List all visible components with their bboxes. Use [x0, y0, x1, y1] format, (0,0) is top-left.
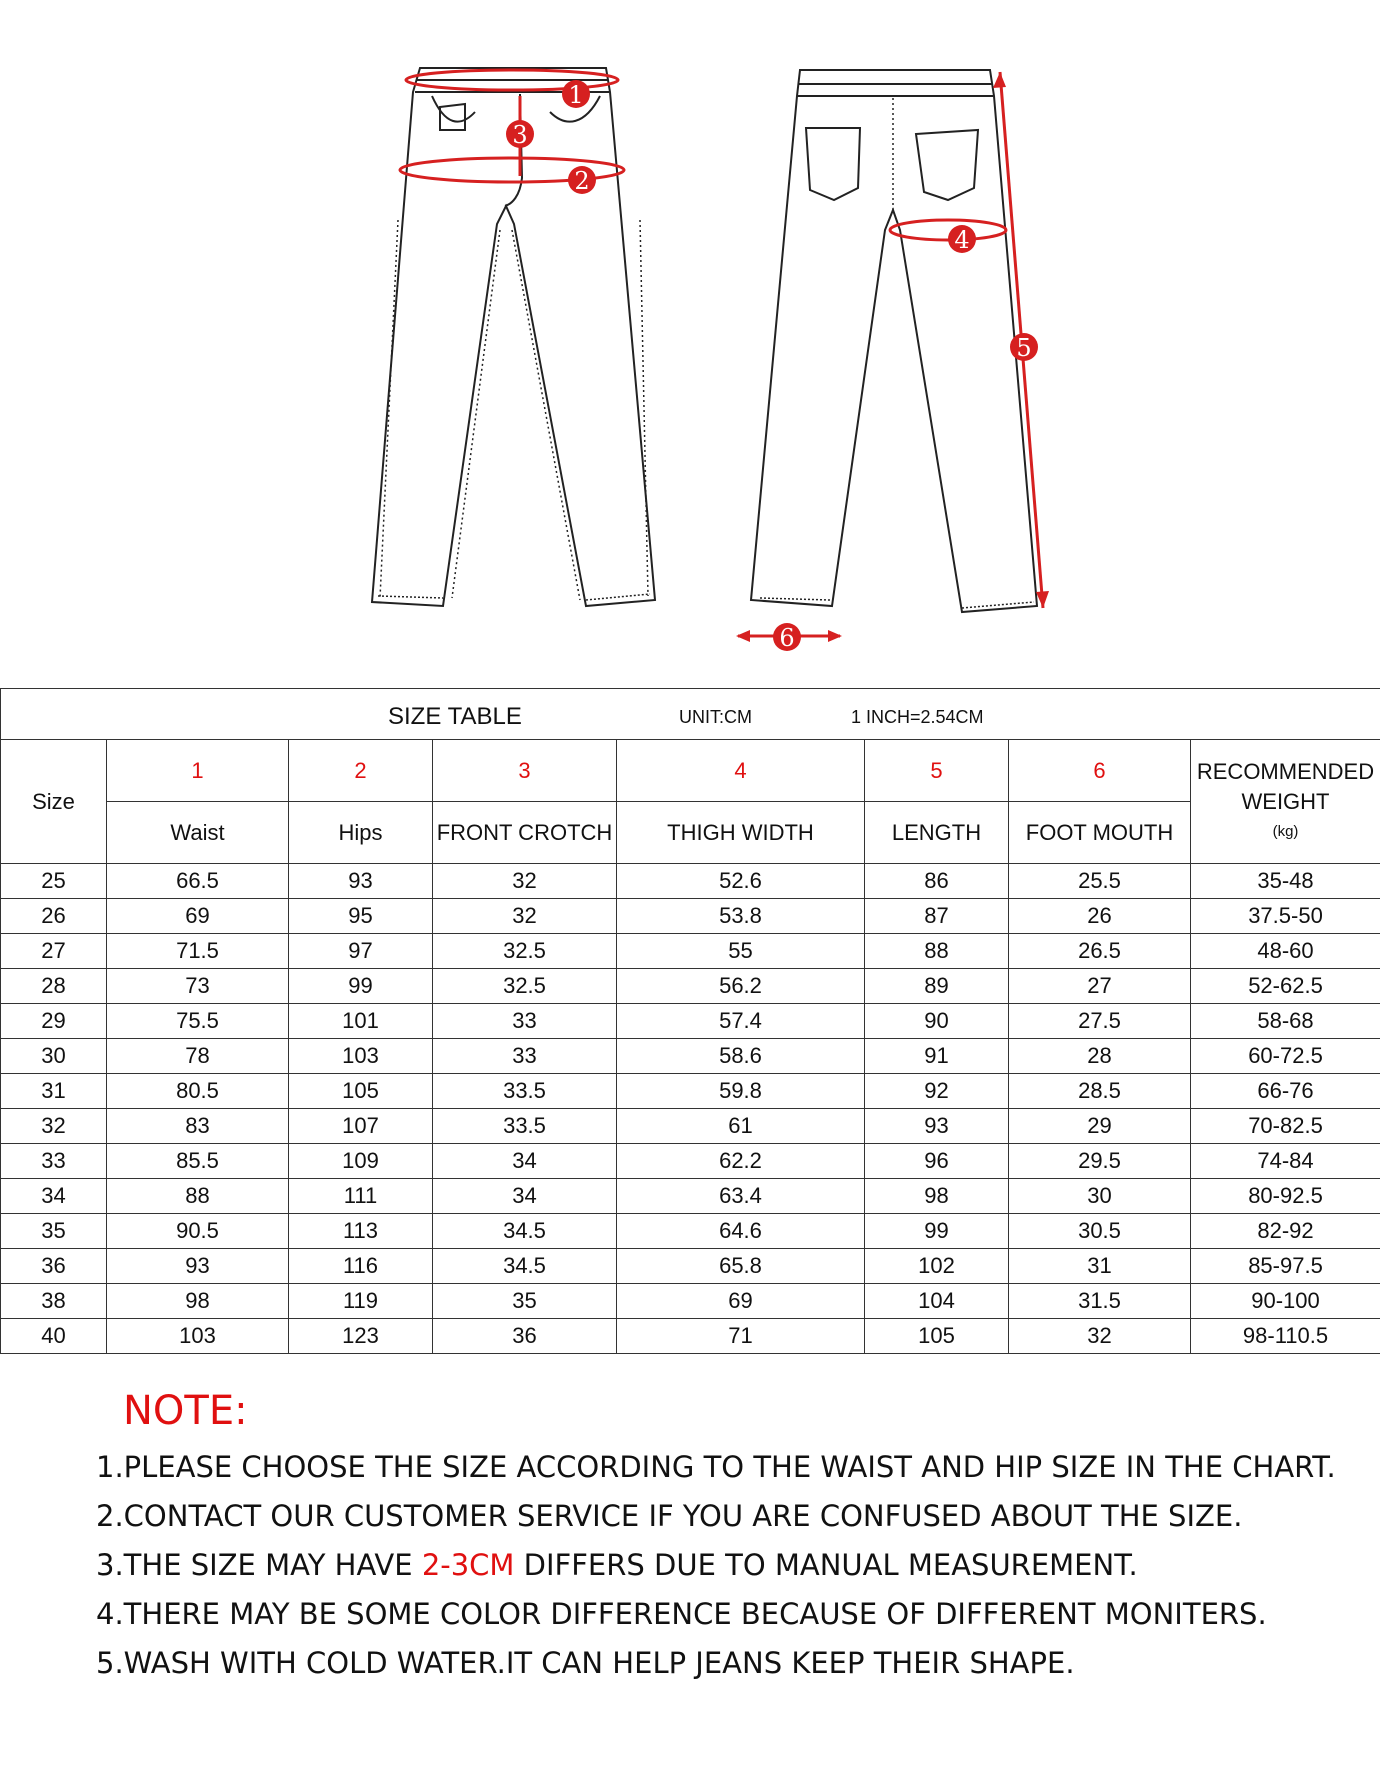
length-cell: 99 — [865, 1214, 1009, 1249]
hips-cell: 93 — [289, 864, 433, 899]
thigh-width-cell: 57.4 — [617, 1004, 865, 1039]
table-caption-row — [1, 689, 1380, 740]
hips-cell: 99 — [289, 969, 433, 1004]
front-crotch-cell: 32 — [433, 864, 617, 899]
front-crotch-cell: 34 — [433, 1179, 617, 1214]
foot-mouth-cell: 32 — [1009, 1319, 1191, 1354]
foot-mouth-cell: 31.5 — [1009, 1284, 1191, 1319]
front-crotch-cell: 32 — [433, 899, 617, 934]
waist-cell: 85.5 — [107, 1144, 289, 1179]
foot-mouth-name-header: FOOT MOUTH — [1009, 802, 1191, 864]
length-cell: 104 — [865, 1284, 1009, 1319]
inch-conversion-label: 1 INCH=2.54CM — [851, 707, 984, 727]
hips-cell: 109 — [289, 1144, 433, 1179]
length-cell: 87 — [865, 899, 1009, 934]
recommended-weight-cell: 60-72.5 — [1191, 1039, 1380, 1074]
table-row — [1, 1144, 1380, 1179]
hips-cell: 107 — [289, 1109, 433, 1144]
length-cell: 93 — [865, 1109, 1009, 1144]
front-crotch-number-header: 3 — [433, 740, 617, 802]
hips-cell: 105 — [289, 1074, 433, 1109]
note-line-1: 1.PLEASE CHOOSE THE SIZE ACCORDING TO THE WAIST AND HIP SIZE IN THE CHART. — [96, 1450, 1336, 1484]
hips-name-header: Hips — [289, 802, 433, 864]
foot-mouth-number-header: 6 — [1009, 740, 1191, 802]
front-crotch-cell: 32.5 — [433, 934, 617, 969]
front-crotch-cell: 33.5 — [433, 1109, 617, 1144]
note-line-3-highlight: 2-3CM — [421, 1548, 515, 1582]
hips-number-header: 2 — [289, 740, 433, 802]
note-line-3 — [96, 1548, 1138, 1582]
length-cell: 91 — [865, 1039, 1009, 1074]
hips-cell: 119 — [289, 1284, 433, 1319]
recommended-weight-cell: 80-92.5 — [1191, 1179, 1380, 1214]
waist-name-header: Waist — [107, 802, 289, 864]
recommended-weight-cell: 85-97.5 — [1191, 1249, 1380, 1284]
size-cell: 29 — [1, 1004, 107, 1039]
recommended-weight-cell: 35-48 — [1191, 864, 1380, 899]
thigh-width-cell: 69 — [617, 1284, 865, 1319]
marker-4-label: 4 — [954, 226, 970, 254]
foot-mouth-cell: 28.5 — [1009, 1074, 1191, 1109]
thigh-width-cell: 53.8 — [617, 899, 865, 934]
hips-cell: 103 — [289, 1039, 433, 1074]
marker-5-label: 5 — [1016, 334, 1032, 362]
table-row — [1, 1039, 1380, 1074]
thigh-width-cell: 63.4 — [617, 1179, 865, 1214]
thigh-width-cell: 62.2 — [617, 1144, 865, 1179]
front-crotch-cell: 34 — [433, 1144, 617, 1179]
hips-cell: 113 — [289, 1214, 433, 1249]
recommended-weight-cell: 98-110.5 — [1191, 1319, 1380, 1354]
waist-cell: 73 — [107, 969, 289, 1004]
size-cell: 27 — [1, 934, 107, 969]
hips-cell: 111 — [289, 1179, 433, 1214]
table-row — [1, 1109, 1380, 1144]
size-table — [0, 688, 1380, 1354]
length-cell: 98 — [865, 1179, 1009, 1214]
foot-mouth-cell: 30.5 — [1009, 1214, 1191, 1249]
size-cell: 38 — [1, 1284, 107, 1319]
table-caption — [1, 689, 1380, 740]
length-cell: 102 — [865, 1249, 1009, 1284]
table-row — [1, 1179, 1380, 1214]
waist-number-header: 1 — [107, 740, 289, 802]
hips-cell: 116 — [289, 1249, 433, 1284]
pants-measurement-diagram — [0, 0, 1380, 680]
table-row — [1, 864, 1380, 899]
length-name-header: LENGTH — [865, 802, 1009, 864]
thigh-width-cell: 64.6 — [617, 1214, 865, 1249]
size-cell: 31 — [1, 1074, 107, 1109]
size-cell: 33 — [1, 1144, 107, 1179]
front-crotch-cell: 33.5 — [433, 1074, 617, 1109]
recommended-weight-title: RECOMMENDED WEIGHT — [1196, 758, 1375, 814]
recommended-weight-cell: 82-92 — [1191, 1214, 1380, 1249]
table-row — [1, 1249, 1380, 1284]
table-row — [1, 1074, 1380, 1109]
recommended-weight-cell: 52-62.5 — [1191, 969, 1380, 1004]
table-row — [1, 1004, 1380, 1039]
foot-mouth-cell: 27.5 — [1009, 1004, 1191, 1039]
waist-cell: 93 — [107, 1249, 289, 1284]
size-cell: 26 — [1, 899, 107, 934]
marker-2-label: 2 — [574, 167, 590, 195]
size-rows — [1, 864, 1380, 1354]
front-crotch-cell: 33 — [433, 1039, 617, 1074]
table-row — [1, 899, 1380, 934]
marker-6-label: 6 — [779, 624, 795, 652]
recommended-weight-cell: 70-82.5 — [1191, 1109, 1380, 1144]
foot-mouth-cell: 26 — [1009, 899, 1191, 934]
foot-mouth-cell: 29.5 — [1009, 1144, 1191, 1179]
recommended-weight-cell: 48-60 — [1191, 934, 1380, 969]
waist-cell: 88 — [107, 1179, 289, 1214]
length-cell: 89 — [865, 969, 1009, 1004]
size-cell: 35 — [1, 1214, 107, 1249]
waist-cell: 75.5 — [107, 1004, 289, 1039]
thigh-width-cell: 65.8 — [617, 1249, 865, 1284]
thigh-width-name-header: THIGH WIDTH — [617, 802, 865, 864]
marker-1-label: 1 — [568, 81, 584, 109]
thigh-width-cell: 58.6 — [617, 1039, 865, 1074]
hips-cell: 101 — [289, 1004, 433, 1039]
foot-mouth-cell: 26.5 — [1009, 934, 1191, 969]
front-crotch-cell: 36 — [433, 1319, 617, 1354]
thigh-width-cell: 61 — [617, 1109, 865, 1144]
table-title: SIZE TABLE — [388, 703, 522, 730]
size-cell: 25 — [1, 864, 107, 899]
front-crotch-name-header: FRONT CROTCH — [433, 802, 617, 864]
size-cell: 28 — [1, 969, 107, 1004]
front-crotch-cell: 34.5 — [433, 1214, 617, 1249]
marker-3-label: 3 — [512, 121, 528, 149]
length-cell: 86 — [865, 864, 1009, 899]
recommended-weight-cell: 90-100 — [1191, 1284, 1380, 1319]
foot-mouth-cell: 27 — [1009, 969, 1191, 1004]
waist-cell: 98 — [107, 1284, 289, 1319]
recommended-weight-unit: (kg) — [1272, 822, 1299, 840]
length-number-header: 5 — [865, 740, 1009, 802]
table-row — [1, 1284, 1380, 1319]
thigh-width-cell: 52.6 — [617, 864, 865, 899]
note-line-5: 5.WASH WITH COLD WATER.IT CAN HELP JEANS KEEP THEIR SHAPE. — [96, 1646, 1075, 1680]
table-row — [1, 1319, 1380, 1354]
hips-cell: 95 — [289, 899, 433, 934]
table-row — [1, 934, 1380, 969]
size-cell: 34 — [1, 1179, 107, 1214]
recommended-weight-cell: 58-68 — [1191, 1004, 1380, 1039]
waist-cell: 103 — [107, 1319, 289, 1354]
marker-6 — [773, 623, 801, 652]
foot-mouth-cell: 28 — [1009, 1039, 1191, 1074]
recommended-weight-header — [1191, 740, 1380, 864]
size-cell: 36 — [1, 1249, 107, 1284]
waist-cell: 69 — [107, 899, 289, 934]
thigh-width-cell: 59.8 — [617, 1074, 865, 1109]
front-crotch-cell: 34.5 — [433, 1249, 617, 1284]
note-line-2: 2.CONTACT OUR CUSTOMER SERVICE IF YOU ARE CONFUSED ABOUT THE SIZE. — [96, 1499, 1243, 1533]
foot-mouth-cell: 25.5 — [1009, 864, 1191, 899]
note-title: NOTE: — [123, 1388, 248, 1434]
foot-mouth-cell: 31 — [1009, 1249, 1191, 1284]
waist-cell: 90.5 — [107, 1214, 289, 1249]
column-name-row — [1, 802, 1380, 864]
thigh-width-cell: 56.2 — [617, 969, 865, 1004]
note-line-3-start: 3.THE SIZE MAY HAVE — [96, 1548, 422, 1582]
waist-cell: 71.5 — [107, 934, 289, 969]
size-cell: 30 — [1, 1039, 107, 1074]
hips-cell: 123 — [289, 1319, 433, 1354]
thigh-width-number-header: 4 — [617, 740, 865, 802]
front-crotch-cell: 35 — [433, 1284, 617, 1319]
recommended-weight-cell: 66-76 — [1191, 1074, 1380, 1109]
note-line-4: 4.THERE MAY BE SOME COLOR DIFFERENCE BECAUSE OF DIFFERENT MONITERS. — [96, 1597, 1267, 1631]
length-cell: 96 — [865, 1144, 1009, 1179]
length-cell: 88 — [865, 934, 1009, 969]
back-jeans-illustration — [751, 70, 1037, 612]
size-cell: 32 — [1, 1109, 107, 1144]
note-line-3-end: DIFFERS DUE TO MANUAL MEASUREMENT. — [514, 1548, 1138, 1582]
foot-mouth-cell: 29 — [1009, 1109, 1191, 1144]
table-row — [1, 1214, 1380, 1249]
front-crotch-cell: 33 — [433, 1004, 617, 1039]
waist-cell: 78 — [107, 1039, 289, 1074]
recommended-weight-cell: 37.5-50 — [1191, 899, 1380, 934]
thigh-width-cell: 71 — [617, 1319, 865, 1354]
hips-cell: 97 — [289, 934, 433, 969]
unit-label: UNIT:CM — [679, 707, 752, 727]
waist-cell: 80.5 — [107, 1074, 289, 1109]
waist-cell: 83 — [107, 1109, 289, 1144]
waist-cell: 66.5 — [107, 864, 289, 899]
thigh-width-cell: 55 — [617, 934, 865, 969]
foot-mouth-cell: 30 — [1009, 1179, 1191, 1214]
column-number-row — [1, 740, 1380, 802]
length-cell: 105 — [865, 1319, 1009, 1354]
length-cell: 92 — [865, 1074, 1009, 1109]
front-crotch-cell: 32.5 — [433, 969, 617, 1004]
recommended-weight-cell: 74-84 — [1191, 1144, 1380, 1179]
length-cell: 90 — [865, 1004, 1009, 1039]
table-row — [1, 969, 1380, 1004]
size-cell: 40 — [1, 1319, 107, 1354]
size-column-header: Size — [1, 740, 107, 864]
